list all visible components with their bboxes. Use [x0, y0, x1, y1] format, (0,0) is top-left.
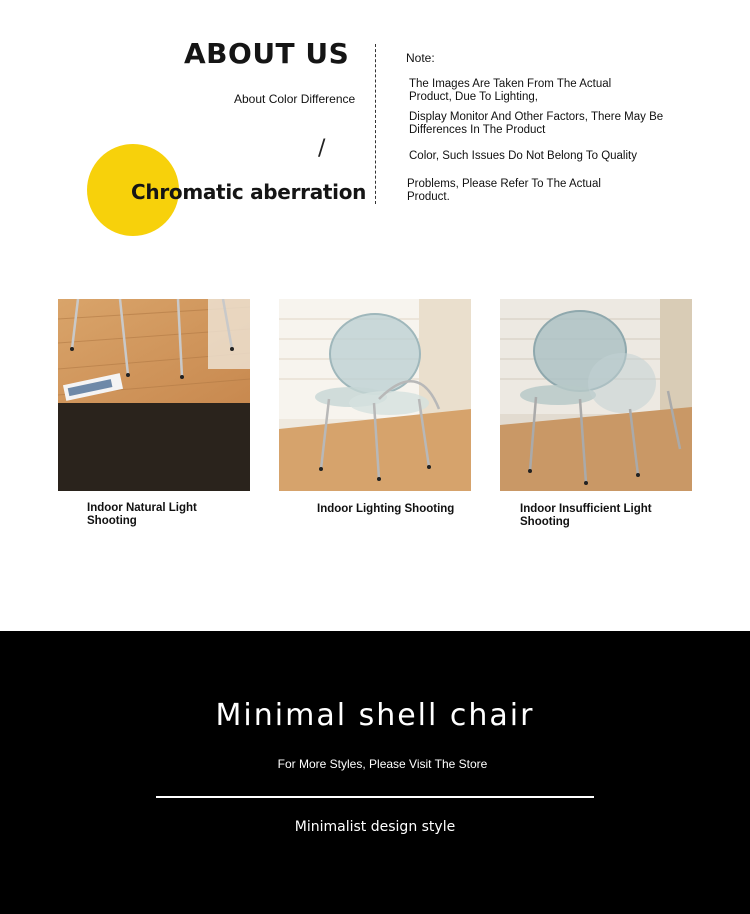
about-subtitle: About Color Difference: [234, 92, 356, 106]
transparent-shell-chair-dim-photo: [500, 299, 692, 491]
photo-caption: Indoor Lighting Shooting: [317, 503, 455, 515]
photo-caption: Indoor Natural Light Shooting: [87, 502, 197, 527]
slash-divider: /: [318, 136, 326, 161]
note-label: Note:: [406, 51, 435, 65]
footer-divider: [156, 796, 594, 798]
note-line: Color, Such Issues Do Not Belong To Quality: [409, 150, 637, 162]
chair-legs-floor-photo: [58, 299, 250, 491]
note-line: The Images Are Taken From The Actual Product, Due To Lighting,: [409, 78, 612, 103]
footer-title: Minimal shell chair: [215, 698, 535, 733]
photo-caption: Indoor Insufficient Light Shooting: [520, 503, 652, 528]
footer-tagline: Minimalist design style: [294, 819, 456, 835]
about-title: ABOUT US: [184, 37, 350, 70]
note-line: Display Monitor And Other Factors, There May Be Differences In The Product: [409, 111, 664, 136]
chromatic-aberration-heading: Chromatic aberration: [131, 180, 367, 204]
note-line: Problems, Please Refer To The Actual Product.: [407, 178, 601, 203]
footer-store-link-text: For More Styles, Please Visit The Store: [277, 757, 488, 771]
dashed-vertical-divider: [375, 44, 376, 204]
footer-band: [0, 631, 750, 914]
transparent-shell-chair-photo: [279, 299, 471, 491]
